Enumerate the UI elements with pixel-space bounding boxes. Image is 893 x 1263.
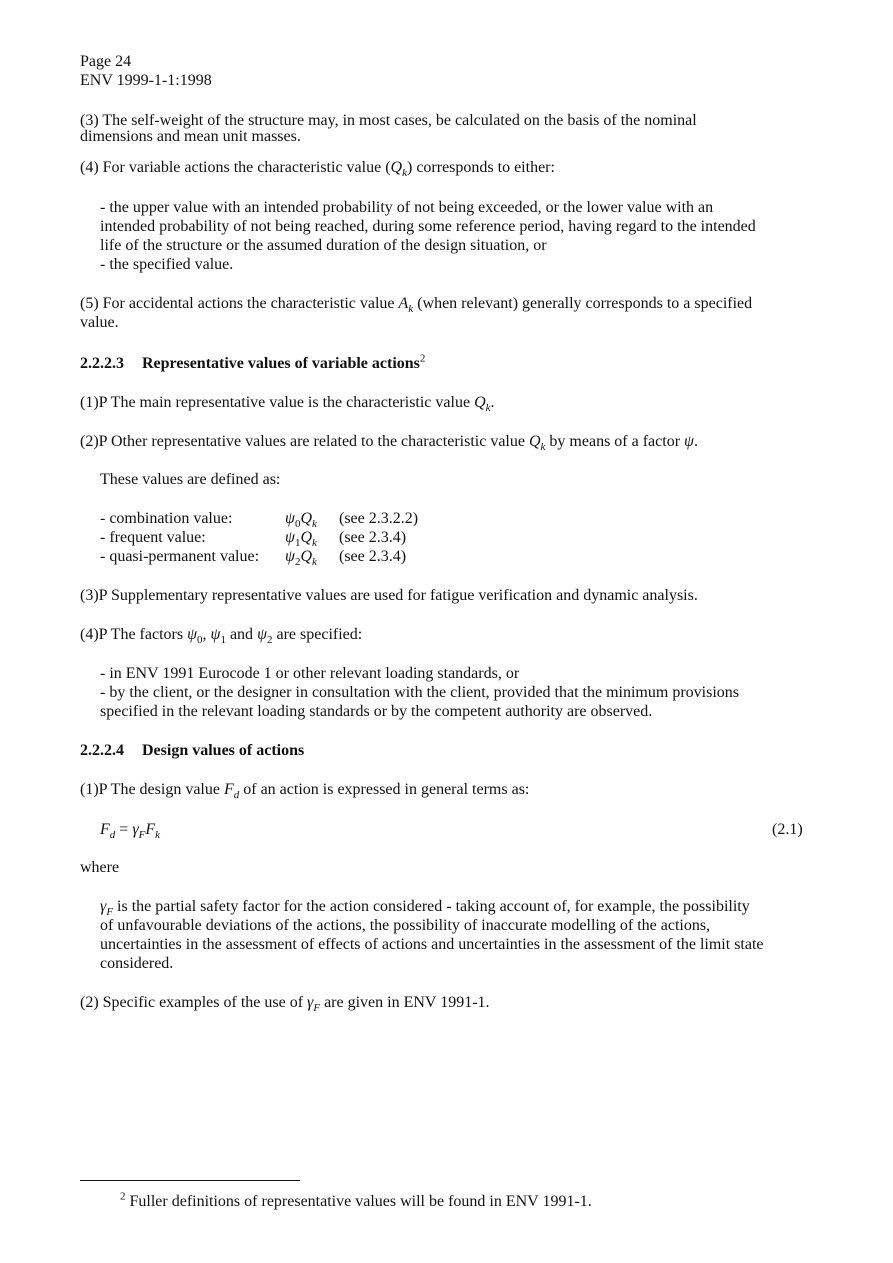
psi-subscript: 2 <box>294 556 301 569</box>
definition-line4: considered. <box>100 955 174 972</box>
paragraph-5-line2: value. <box>80 314 119 331</box>
symbol-psi: ψ <box>257 626 267 643</box>
symbol-q: Q <box>474 394 486 411</box>
paragraph-4p-trail: are specified: <box>272 626 363 643</box>
eq-gamma: γ <box>132 821 139 838</box>
equation-number: (2.1) <box>772 821 803 838</box>
paragraph-4p-and: and <box>225 626 258 643</box>
symbol-psi: ψ <box>285 529 295 546</box>
subscript-k: k <box>312 518 317 531</box>
section-heading-2224 <box>80 741 304 760</box>
subscript-f: F <box>106 906 114 919</box>
footnote-divider <box>80 1180 300 1181</box>
subscript-k: k <box>402 167 407 180</box>
equation-2-1 <box>100 820 161 842</box>
definition-line2: of unfavourable deviations of the actions, the possibility of inaccurate modelling of the actions, <box>100 917 711 934</box>
symbol-psi: ψ <box>684 433 694 450</box>
definition-line1 <box>100 897 750 919</box>
subscript-k: k <box>485 402 491 415</box>
paragraph-5-line1 <box>80 294 753 316</box>
paragraph-3-line2: dimensions and mean unit masses. <box>80 128 301 145</box>
symbol-q: Q <box>300 510 312 527</box>
row-frequent-label: - frequent value: <box>100 529 206 546</box>
symbol-f: F <box>223 781 234 798</box>
symbol-a: A <box>398 295 409 312</box>
paragraph-4 <box>80 158 555 180</box>
paragraph-4-lead: (4) For variable actions the characteristic value ( <box>80 159 391 176</box>
row-frequent-ref: (see 2.3.4) <box>339 529 407 546</box>
row-frequent-formula <box>285 528 317 550</box>
paragraph-design-2-trail: are given in ENV 1991-1. <box>320 994 490 1011</box>
paragraph-1p <box>80 393 495 415</box>
eq-f-sub: k <box>155 829 161 842</box>
paragraph-5-lead: (5) For accidental actions the characteristic value <box>80 295 399 312</box>
section-title: Representative values of variable actions <box>142 355 420 372</box>
paragraph-4-trail: ) corresponds to either: <box>406 159 555 176</box>
paragraph-4-bullet1-line1: - the upper value with an intended probability of not being exceeded, or the lower value with an <box>100 199 714 216</box>
paragraph-4-bullet1-line2: intended probability of not being reached, during some reference period, having regard to the intended <box>100 218 756 235</box>
paragraph-2p <box>80 432 698 454</box>
paragraph-4p-bullet2-line1: - by the client, or the designer in consultation with the client, provided that the minimum provisions <box>100 684 739 701</box>
symbol-psi: ψ <box>210 626 221 643</box>
subscript-k: k <box>312 537 317 550</box>
paragraph-design-trail: of an action is expressed in general terms as: <box>239 781 530 798</box>
paragraph-design-1p <box>80 780 530 802</box>
row-quasi-ref: (see 2.3.4) <box>339 548 407 565</box>
symbol-q: Q <box>528 433 541 450</box>
paragraph-4-bullet1-line3: life of the structure or the assumed duration of the design situation, or <box>100 237 547 254</box>
psi-subscript: 0 <box>197 634 203 647</box>
psi-subscript: 0 <box>294 518 301 531</box>
section-number: 2.2.2.4 <box>80 742 124 759</box>
row-quasi-formula <box>285 547 317 569</box>
subscript-k: k <box>408 303 414 316</box>
row-combination-label: - combination value: <box>100 510 233 527</box>
psi-subscript: 2 <box>267 634 273 647</box>
symbol-q: Q <box>300 529 312 546</box>
defined-as: These values are defined as: <box>100 471 281 488</box>
subscript-f: F <box>313 1002 321 1015</box>
symbol-gamma: γ <box>100 898 107 915</box>
eq-equals: = <box>115 821 133 838</box>
section-number: 2.2.2.3 <box>80 355 124 372</box>
symbol-psi: ψ <box>285 510 295 527</box>
definition-text: is the partial safety factor for the action considered - taking account of, for example, the possibility <box>113 898 750 915</box>
row-combination-ref: (see 2.3.2.2) <box>339 510 419 527</box>
paragraph-3-line1: (3) The self-weight of the structure may, in most cases, be calculated on the basis of the nominal <box>80 112 697 129</box>
paragraph-2p-lead: (2)P Other representative values are related to the characteristic value <box>80 433 529 450</box>
subscript-d: d <box>233 789 240 802</box>
paragraph-3p: (3)P Supplementary representative values are used for fatigue verification and dynamic analysis. <box>80 587 698 604</box>
footnote-text: Fuller definitions of representative values will be found in ENV 1991-1. <box>125 1193 592 1210</box>
psi-subscript: 1 <box>294 537 301 550</box>
psi-subscript: 1 <box>220 634 226 647</box>
paragraph-design-2-lead: (2) Specific examples of the use of <box>80 994 308 1011</box>
paragraph-4p-bullet2-line2: specified in the relevant loading standards or by the competent authority are observed. <box>100 703 653 720</box>
paragraph-1p-lead: (1)P The main representative value is the characteristic value <box>80 394 475 411</box>
symbol-gamma: γ <box>307 994 314 1011</box>
paragraph-1p-trail: . <box>490 394 495 411</box>
paragraph-2p-trail: . <box>693 433 698 450</box>
section-title: Design values of actions <box>142 742 305 759</box>
paragraph-4-bullet2: - the specified value. <box>100 256 234 273</box>
standard-reference: ENV 1999-1-1:1998 <box>80 72 212 89</box>
footnote <box>120 1192 592 1211</box>
paragraph-4p: (4)P The factors $\psi_0$, $\psi_1$ and $\psi_2$ are specified: <box>80 626 363 647</box>
footnote-number: 2 <box>120 1190 126 1203</box>
paragraph-4p-lead: (4)P The factors <box>80 626 188 643</box>
symbol-q: Q <box>300 548 312 565</box>
subscript-k: k <box>540 441 546 454</box>
paragraph-design-lead: (1)P The design value <box>80 781 224 798</box>
footnote-mark: 2 <box>419 352 426 365</box>
row-combination-formula <box>285 509 317 531</box>
page-number: Page 24 <box>80 53 132 70</box>
paragraph-5-trail: (when relevant) generally corresponds to a specified <box>413 295 753 312</box>
symbol-psi: ψ <box>187 626 198 643</box>
eq-gamma-sub: F <box>138 829 146 842</box>
section-heading-2223 <box>80 354 425 373</box>
subscript-k: k <box>312 556 317 569</box>
row-quasi-label: - quasi-permanent value: <box>100 548 260 565</box>
eq-f: F <box>145 821 156 838</box>
where-label: where <box>80 859 120 876</box>
paragraph-4p-bullet1: - in ENV 1991 Eurocode 1 or other relevant loading standards, or <box>100 665 520 682</box>
definition-line3: uncertainties in the assessment of effects of actions and uncertainties in the assessment of the limit state <box>100 936 764 953</box>
eq-lhs: F <box>100 821 110 838</box>
paragraph-design-2 <box>80 993 490 1015</box>
eq-lhs-sub: d <box>109 829 116 842</box>
symbol-psi: ψ <box>285 548 295 565</box>
symbol-q: Q <box>390 159 403 176</box>
paragraph-2p-mid: by means of a factor <box>545 433 685 450</box>
